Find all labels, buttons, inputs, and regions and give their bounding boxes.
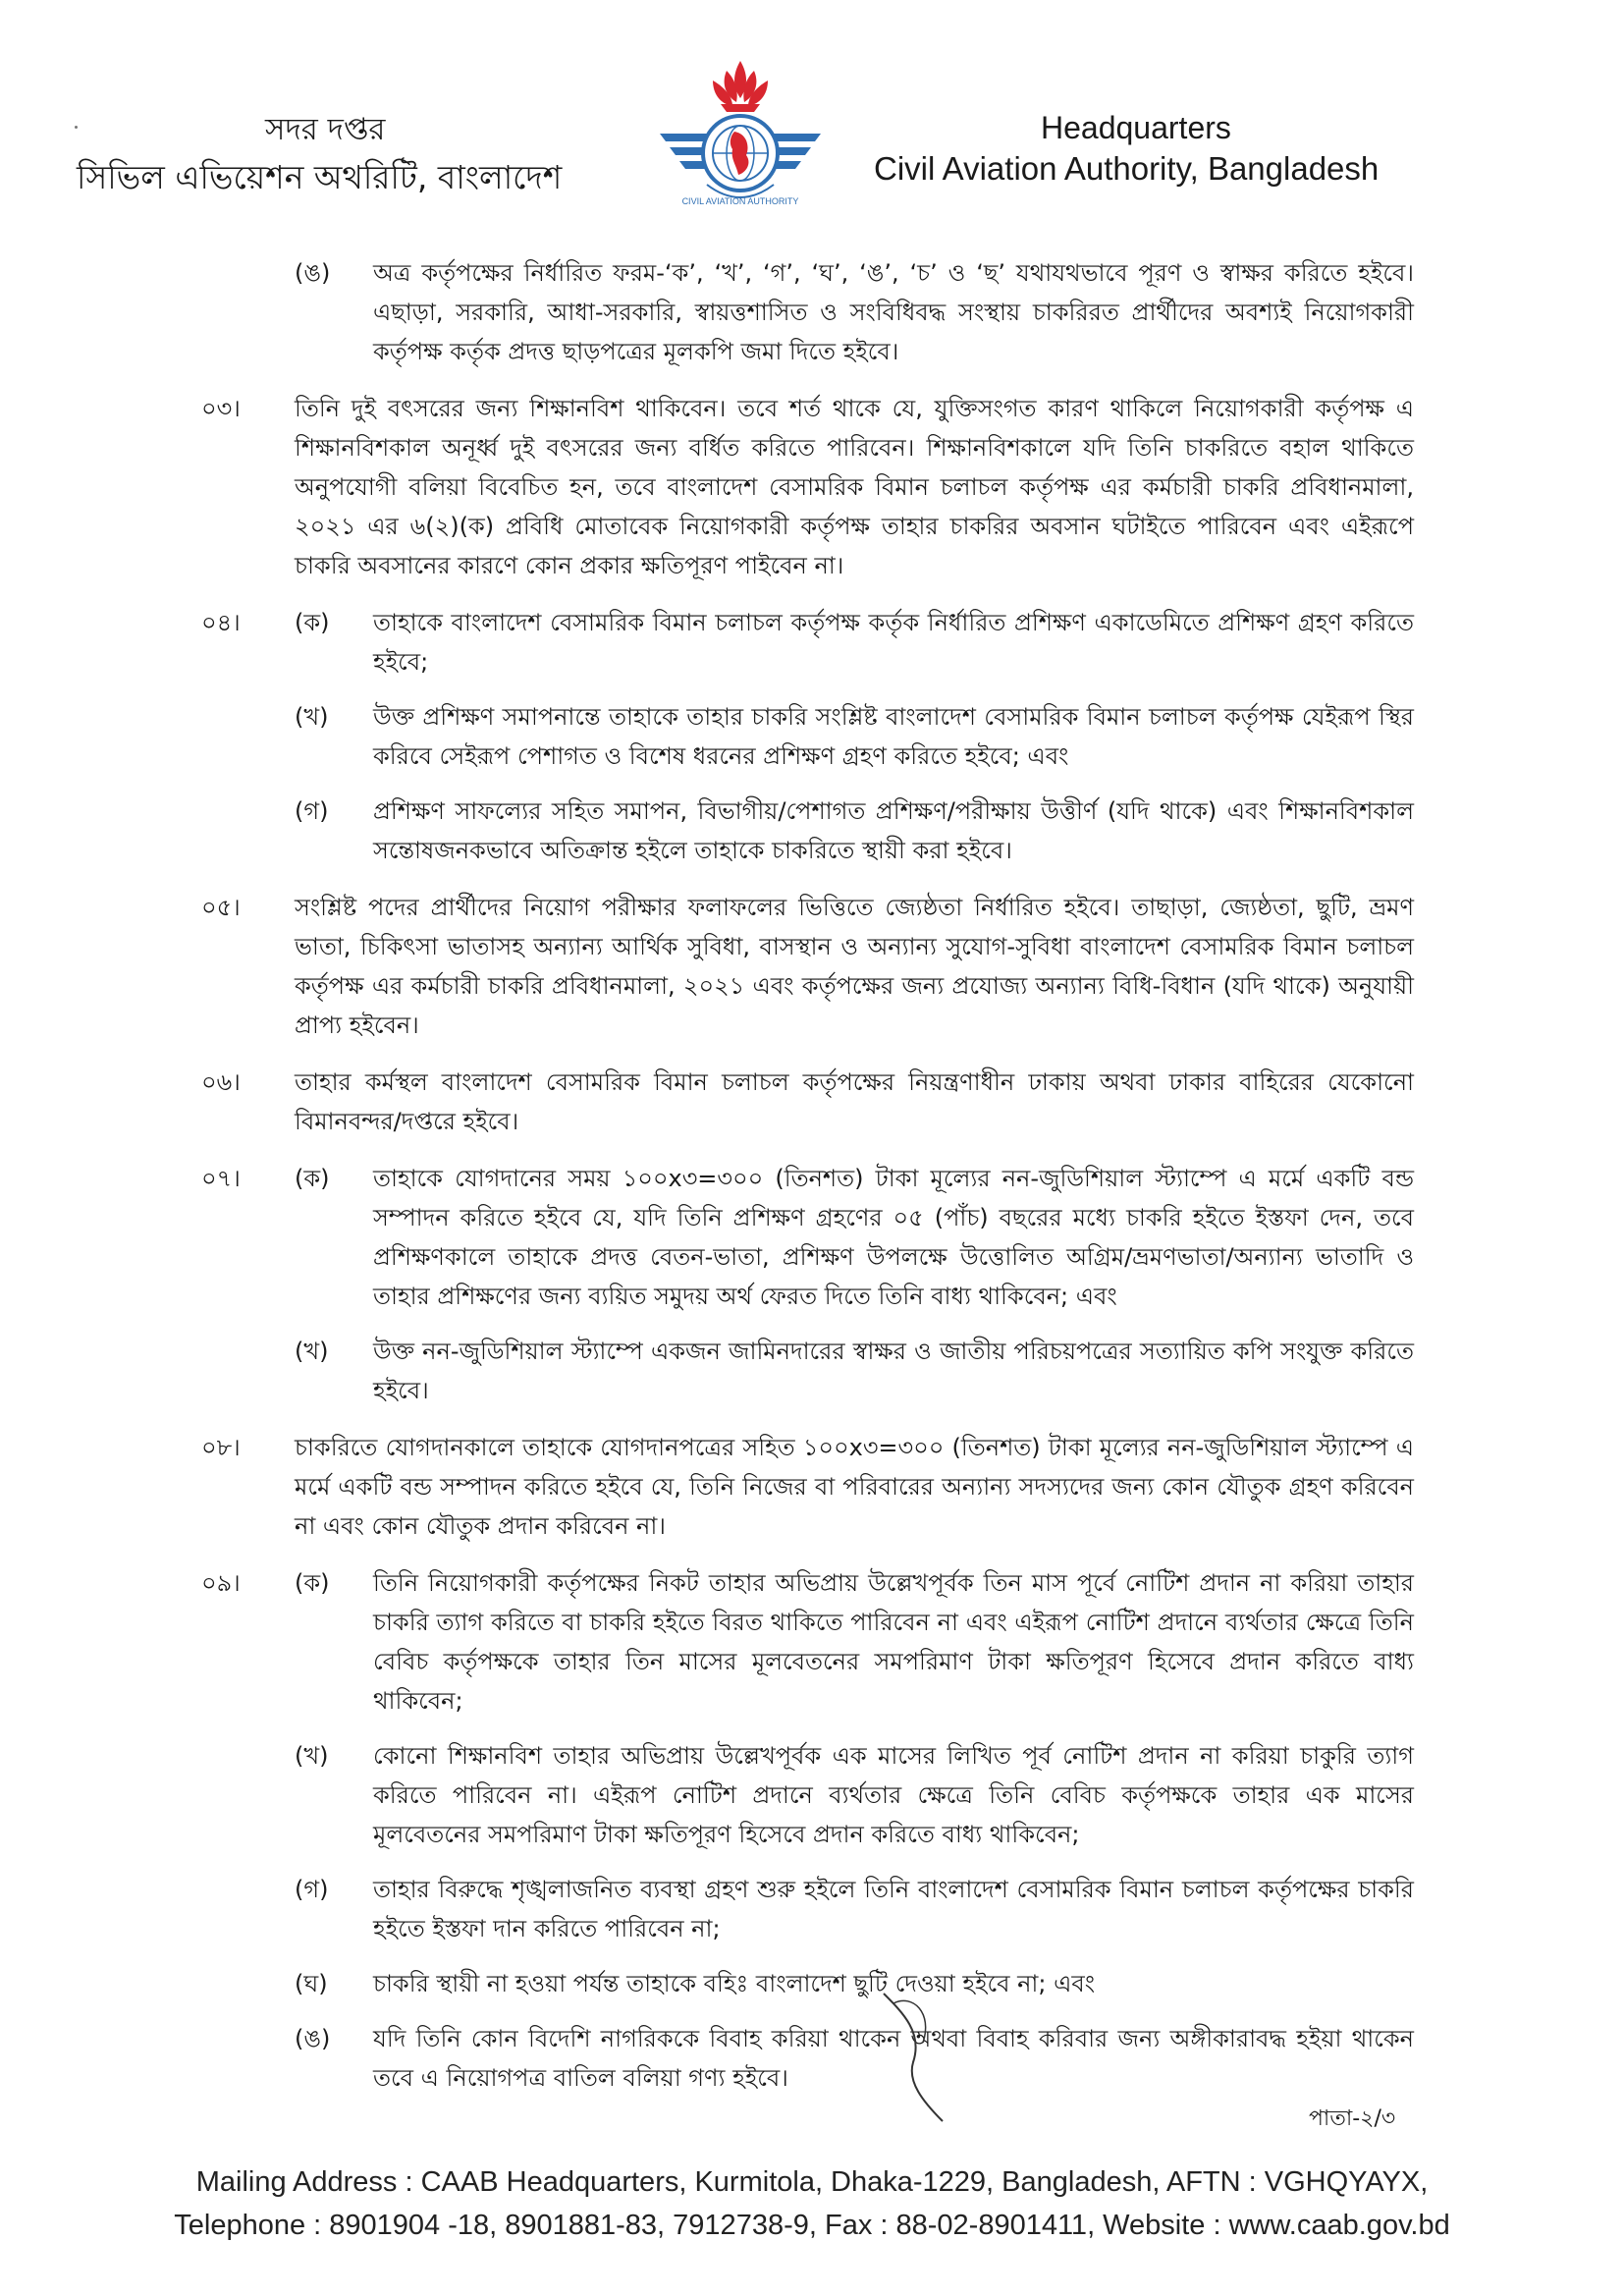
clause-text: সংশ্লিষ্ট পদের প্রার্থীদের নিয়োগ পরীক্ষার ফলাফলের ভিত্তিতে জ্যেষ্ঠতা নির্ধারিত হইবে। তাছাড়া, জ্যেষ্ঠতা, ছুটি, ভ্রমণ ভাতা, চিকিৎসা ভাতাসহ অন্যান্য আর্থিক সুবিধা, বাসস্থান ও অন্যান্য সুযোগ-সুবিধা বাংলাদেশ বেসামরিক বিমান চলাচল কর্তৃপক্ষ এর কর্মচারী চাকরি প্রবিধানমালা, ২০২১ এবং কর্তৃপক্ষের জন্য প্রযোজ্য অন্যান্য বিধি-বিধান (যদি থাকে) অনুযায়ী প্রাপ্য হইবেন। <box>295 894 1414 1039</box>
sub-label: (গ) <box>295 1876 329 1903</box>
sub-label: (ঙ) <box>295 259 331 287</box>
header-bn-line2: সিভিল এভিয়েশন অথরিটি, বাংলাদেশ <box>77 158 563 196</box>
sub-text: প্রশিক্ষণ সাফল্যের সহিত সমাপন, বিভাগীয়/পেশাগত প্রশিক্ষণ/পরীক্ষায় উত্তীর্ণ (যদি থাকে) এবং শিক্ষানবিশকাল সন্তোষজনকভাবে অতিক্রান্ত হইলে তাহাকে চাকরিতে স্থায়ী করা হইবে। <box>373 797 1414 864</box>
letter-body <box>201 253 1414 2115</box>
clause-text: তিনি দুই বৎসরের জন্য শিক্ষানবিশ থাকিবেন। তবে শর্ত থাকে যে, যুক্তিসংগত কারণ থাকিলে নিয়োগকারী কর্তৃপক্ষ এ শিক্ষানবিশকাল অনূর্ধ্ব দুই বৎসরের জন্য বর্ধিত করিতে পারিবেন। শিক্ষানবিশকালে যদি তিনি চাকরিতে বহাল থাকিতে অনুপযোগী বলিয়া বিবেচিত হন, তবে বাংলাদেশ বেসামরিক বিমান চলাচল কর্তৃপক্ষ এর কর্মচারী চাকরি প্রবিধানমালা, ২০২১ এর ৬(২)(ক) প্রবিধি মোতাবেক নিয়োগকারী কর্তৃপক্ষ তাহার চাকরির অবসান ঘটাইতে পারিবেন এবং এইরূপে চাকরি অবসানের কারণে কোন প্রকার ক্ষতিপূরণ পাইবেন না। <box>295 395 1414 579</box>
clause-number: ০৩। <box>201 395 241 422</box>
footer-contact: Telephone : 8901904 -18, 8901881-83, 7912738-9, Fax : 88-02-8901411, Website : www.caab.gov.bd <box>174 2210 1450 2241</box>
sub-label: (ক) <box>295 609 330 636</box>
sub-label: (গ) <box>295 797 329 825</box>
handwritten-signature-mark <box>864 1974 982 2131</box>
caab-logo <box>652 57 829 224</box>
header-bn-line1: সদর দপ্তর <box>265 112 386 147</box>
sub-text: চাকরি স্থায়ী না হওয়া পর্যন্ত তাহাকে বহিঃ বাংলাদেশ ছুটি দেওয়া হইবে না; এবং <box>373 1970 1096 1997</box>
clause-number: ০৪। <box>201 609 241 636</box>
sub-text: অত্র কর্তৃপক্ষের নির্ধারিত ফরম-‘ক’, ‘খ’, ‘গ’, ‘ঘ’, ‘ঙ’, ‘চ’ ও ‘ছ’ যথাযথভাবে পূরণ ও স্বাক্ষর করিতে হইবে। এছাড়া, সরকারি, আধা-সরকারি, স্বায়ত্তশাসিত ও সংবিধিবদ্ধ সংস্থায় চাকরিরত প্রার্থীদের অবশ্যই নিয়োগকারী কর্তৃপক্ষ কর্তৃক প্রদত্ত ছাড়পত্রের মূলকপি জমা দিতে হইবে। <box>373 259 1414 365</box>
sub-text: উক্ত নন-জুডিশিয়াল স্ট্যাম্পে একজন জামিনদারের স্বাক্ষর ও জাতীয় পরিচয়পত্রের সত্যায়িত কপি সংযুক্ত করিতে হইবে। <box>373 1338 1414 1404</box>
sub-label: (ক) <box>295 1165 330 1192</box>
clause-07 <box>201 1159 1414 1410</box>
sub-label: (ঘ) <box>295 1970 328 1997</box>
clause-number: ০৭। <box>201 1165 241 1192</box>
lotus-icon <box>713 61 768 112</box>
clause-number: ০৫। <box>201 894 241 921</box>
letterhead <box>0 0 1624 216</box>
clause-text: চাকরিতে যোগদানকালে তাহাকে যোগদানপত্রের সহিত ১০০x৩=৩০০ (তিনশত) টাকা মূল্যের নন-জুডিশিয়াল স্ট্যাম্পে এ মর্মে একটি বন্ড সম্পাদন করিতে হইবে যে, তিনি নিজের বা পরিবারের অন্যান্য সদস্যদের জন্য কোন যৌতুক গ্রহণ করিবেন না এবং কোন যৌতুক প্রদান করিবেন না। <box>295 1434 1414 1540</box>
sub-text: যদি তিনি কোন বিদেশি নাগরিককে বিবাহ করিয়া থাকেন অথবা বিবাহ করিবার জন্য অঙ্গীকারাবদ্ধ হইয়া থাকেন তবে এ নিয়োগপত্র বাতিল বলিয়া গণ্য হইবে। <box>373 2025 1414 2092</box>
clause-number: ০৬। <box>201 1068 241 1096</box>
sub-text: তাহাকে যোগদানের সময় ১০০x৩=৩০০ (তিনশত) টাকা মূল্যের নন-জুডিশিয়াল স্ট্যাম্পে এ মর্মে একটি বন্ড সম্পাদন করিতে হইবে যে, যদি তিনি প্রশিক্ষণ গ্রহণের ০৫ (পাঁচ) বছরের মধ্যে চাকরি হইতে ইস্তফা দেন, তবে প্রশিক্ষণকালে তাহাকে প্রদত্ত বেতন-ভাতা, প্রশিক্ষণ উপলক্ষে উত্তোলিত অগ্রিম/ভ্রমণভাতা/অন্যান্য ভাতাদি ও তাহার প্রশিক্ষণের জন্য ব্যয়িত সমুদয় অর্থ ফেরত দিতে তিনি বাধ্য থাকিবেন; এবং <box>373 1165 1414 1310</box>
sub-text: কোনো শিক্ষানবিশ তাহার অভিপ্রায় উল্লেখপূর্বক এক মাসের লিখিত পূর্ব নোটিশ প্রদান না করিয়া চাকুরি ত্যাগ করিতে পারিবেন না। এইরূপ নোটিশ প্রদানে ব্যর্থতার ক্ষেত্রে তিনি বেবিচ কর্তৃপক্ষকে তাহার এক মাসের মূলবেতনের সমপরিমাণ টাকা ক্ষতিপূরণ হিসেবে প্রদান করিতে বাধ্য থাকিবেন; <box>373 1742 1414 1848</box>
sub-text: তাহাকে বাংলাদেশ বেসামরিক বিমান চলাচল কর্তৃপক্ষ কর্তৃক নির্ধারিত প্রশিক্ষণ একাডেমিতে প্রশিক্ষণ গ্রহণ করিতে হইবে; <box>373 609 1414 676</box>
scan-speck <box>75 126 78 129</box>
page-number: পাতা-২/৩ <box>1309 2106 1396 2131</box>
clause-05 <box>201 888 1414 1045</box>
footer <box>0 2160 1624 2247</box>
sub-label: (খ) <box>295 1742 329 1770</box>
clause-06 <box>201 1063 1414 1141</box>
clause-text: তাহার কর্মস্থল বাংলাদেশ বেসামরিক বিমান চলাচল কর্তৃপক্ষের নিয়ন্ত্রণাধীন ঢাকায় অথবা ঢাকার বাহিরের যেকোনো বিমানবন্দর/দপ্তরে হইবে। <box>295 1068 1414 1135</box>
clause-03 <box>201 389 1414 585</box>
svg-text:CIVIL AVIATION AUTHORITY: CIVIL AVIATION AUTHORITY <box>681 196 799 206</box>
sub-label: (খ) <box>295 703 329 731</box>
sub-text: তাহার বিরুদ্ধে শৃঙ্খলাজনিত ব্যবস্থা গ্রহণ শুরু হইলে তিনি বাংলাদেশ বেসামরিক বিমান চলাচল কর্তৃপক্ষের চাকরি হইতে ইস্তফা দান করিতে পারিবেন না; <box>373 1876 1414 1942</box>
sub-text: উক্ত প্রশিক্ষণ সমাপনান্তে তাহাকে তাহার চাকরি সংশ্লিষ্ট বাংলাদেশ বেসামরিক বিমান চলাচল কর্তৃপক্ষ যেইরূপ স্থির করিবে সেইরূপ পেশাগত ও বিশেষ ধরনের প্রশিক্ষণ গ্রহণ করিতে হইবে; এবং <box>373 703 1414 770</box>
sub-label: (ঙ) <box>295 2025 331 2052</box>
clause-number: ০৮। <box>201 1434 241 1461</box>
clause-04 <box>201 603 1414 870</box>
sub-text: তিনি নিয়োগকারী কর্তৃপক্ষের নিকট তাহার অভিপ্রায় উল্লেখপূর্বক তিন মাস পূর্বে নোটিশ প্রদান না করিয়া তাহার চাকরি ত্যাগ করিতে বা চাকরি হইতে বিরত থাকিতে পারিবেন না এবং এইরূপ নোটিশ প্রদানে ব্যর্থতার ক্ষেত্রে তিনি বেবিচ কর্তৃপক্ষকে তাহার তিন মাসের মূলবেতনের সমপরিমাণ টাকা ক্ষতিপূরণ হিসেবে প্রদান করিতে বাধ্য থাকিবেন; <box>373 1569 1414 1715</box>
footer-mailing-address: Mailing Address : CAAB Headquarters, Kurmitola, Dhaka-1229, Bangladesh, AFTN : VGHQYAYX, <box>195 2166 1429 2198</box>
clause-number: ০৯। <box>201 1569 241 1597</box>
header-en-line2: Civil Aviation Authority, Bangladesh <box>874 150 1380 187</box>
header-en-line1: Headquarters <box>1041 110 1231 145</box>
sub-label: (ক) <box>295 1569 330 1597</box>
sub-label: (খ) <box>295 1338 329 1365</box>
clause-08 <box>201 1428 1414 1546</box>
clause-09 <box>201 1563 1414 2098</box>
clause-02-cha <box>295 253 1414 371</box>
